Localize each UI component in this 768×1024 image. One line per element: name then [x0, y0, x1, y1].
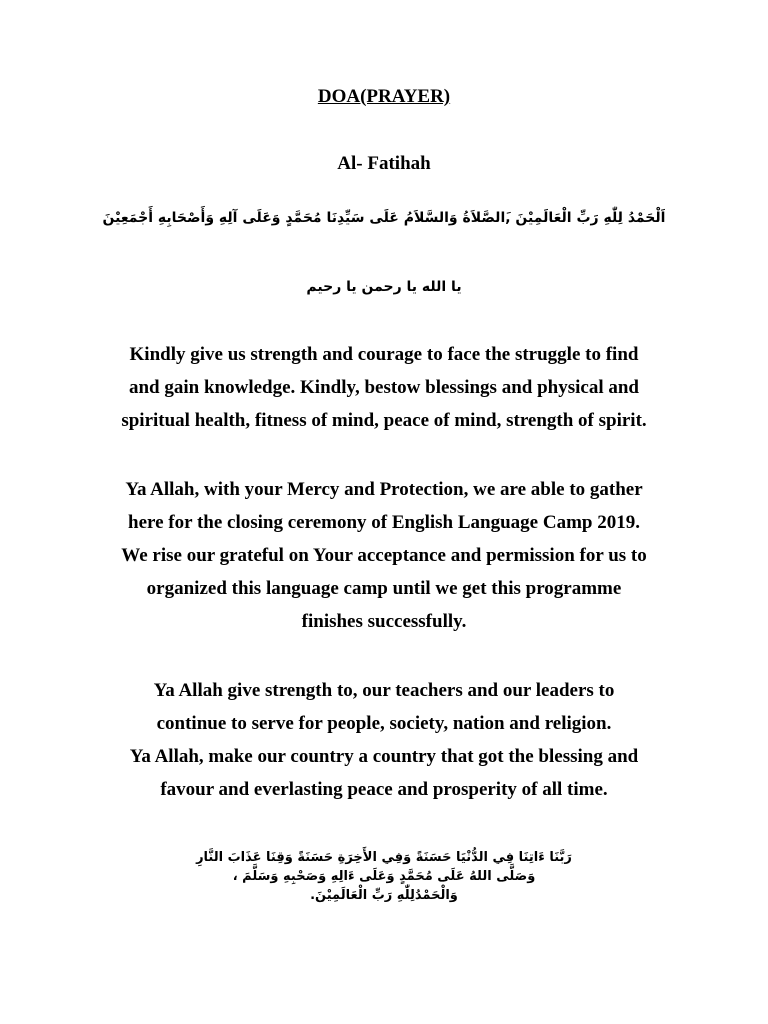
arabic-closing-line: وَالْحَمْدُلِلّٰهِ رَبِّ الْعَالَمِيْنَ.	[310, 888, 458, 903]
arabic-opening: اَلْحَمْدُ لِلّٰهِ رَبِّ الْعَالَمِيْنَ ,َالصَّلاَةُ وَالسَّلاَمُ عَلَى سَيِّدِنَا مُحَمَّدٍ وَعَلَى آلِهِ وَأَصْحَابِهِ أَجْمَعِيْنَ	[102, 210, 666, 226]
paragraph-line: Kindly give us strength and courage to face the struggle to find	[129, 344, 639, 365]
arabic-closing-line: وَصَلَّى اللهُ عَلَى مُحَمَّدٍ وَعَلَى ءَالِهِ وَصَحْبِهِ وَسَلَّمَ ،	[232, 869, 536, 884]
paragraph-line: We rise our grateful on Your acceptance and permission for us to	[121, 545, 647, 566]
paragraph-line: continue to serve for people, society, nation and religion.	[156, 713, 612, 734]
prayer-paragraph-2	[60, 473, 708, 638]
prayer-paragraph-1	[60, 338, 708, 437]
arabic-closing-prayer	[0, 848, 768, 905]
paragraph-line: Ya Allah, with your Mercy and Protection, we are able to gather	[125, 479, 643, 500]
paragraph-line: finishes successfully.	[301, 611, 467, 632]
arabic-closing-line: رَبَّنَا ءَاتِنَا فِي الدُّنْيَا حَسَنَةً وَفِي الأَخِرَةِ حَسَنَةً وَقِنَا عَذَابَ النَّارِ	[196, 850, 572, 865]
paragraph-line: and gain knowledge. Kindly, bestow blessings and physical and	[128, 377, 639, 398]
paragraph-line: Ya Allah, make our country a country that got the blessing and	[129, 746, 639, 767]
arabic-invocation: يا الله يا رحمن يا رحيم	[306, 279, 462, 295]
document-subtitle: Al- Fatihah	[337, 153, 431, 174]
paragraph-line: favour and everlasting peace and prosperity of all time.	[160, 779, 608, 800]
document-title: DOA(PRAYER)	[317, 86, 451, 107]
paragraph-line: Ya Allah give strength to, our teachers and our leaders to	[153, 680, 615, 701]
prayer-paragraph-3	[60, 674, 708, 806]
paragraph-line: here for the closing ceremony of English Language Camp 2019.	[128, 512, 640, 533]
paragraph-line: spiritual health, fitness of mind, peace of mind, strength of spirit.	[121, 410, 647, 431]
paragraph-line: organized this language camp until we get this programme	[146, 578, 622, 599]
